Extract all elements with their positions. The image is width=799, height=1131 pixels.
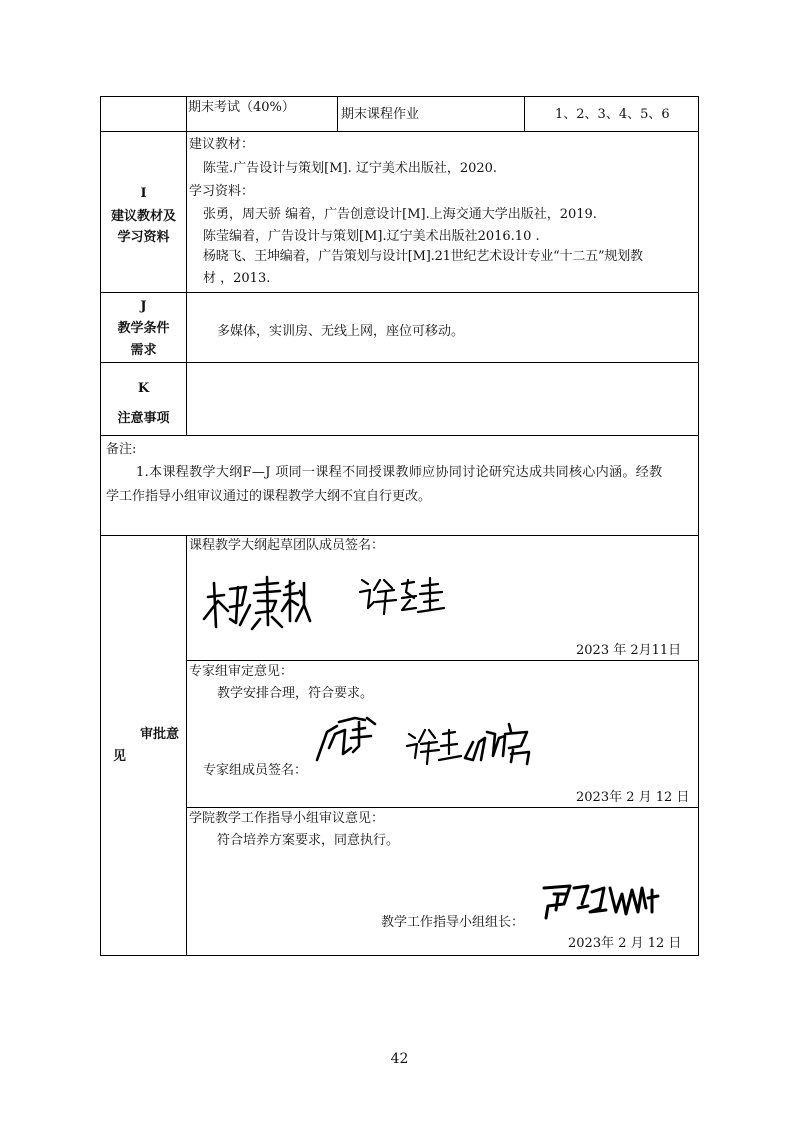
rule [698, 96, 699, 956]
section-i-title: 建议教材及 [110, 209, 176, 224]
section-k-title: 注意事项 [117, 411, 170, 426]
material-item: 陈莹编着，广告设计与策划[M].辽宁美术出版社2016.10 . [203, 229, 540, 244]
approval-label: 审批意 [140, 727, 180, 742]
textbook-heading: 建议教材： [189, 137, 255, 152]
expert-heading: 专家组审定意见： [189, 664, 294, 679]
material-item: 材 ，2013. [203, 271, 271, 286]
drafting-heading: 课程教学大纲起草团队成员签名： [189, 538, 385, 553]
expert-sign-label: 专家组成员签名： [203, 763, 308, 778]
rule [100, 131, 699, 132]
section-j-title: 教学条件 [117, 321, 170, 336]
college-heading: 学院教学工作指导小组审议意见： [189, 811, 385, 826]
rule [186, 96, 187, 436]
rule [100, 362, 699, 363]
rule [186, 807, 699, 808]
rule [524, 96, 525, 132]
section-k-letter: K [137, 381, 150, 396]
drafting-signature-1 [200, 575, 310, 635]
college-opinion: 符合培养方案要求，同意执行。 [217, 833, 400, 848]
college-signature [540, 882, 665, 922]
rule [100, 955, 699, 956]
rule [100, 535, 699, 536]
rule [337, 96, 338, 132]
exam-method: 期末考试（40%） [188, 100, 295, 115]
college-sign-label: 教学工作指导小组组长： [381, 915, 525, 930]
expert-date: 2023年 2 月 12 日 [576, 790, 690, 805]
section-j-letter: J [140, 299, 147, 314]
rule [186, 535, 187, 956]
expert-signatures [315, 712, 545, 770]
rule [100, 292, 699, 293]
expert-opinion: 教学安排合理，符合要求。 [217, 686, 374, 701]
approval-label: 见 [113, 749, 127, 764]
rule [186, 660, 699, 661]
rule [100, 435, 699, 436]
textbook-item: 陈莹.广告设计与策划[M]. 辽宁美术出版社，2020. [203, 161, 498, 176]
exam-content: 期末课程作业 [341, 107, 420, 122]
section-j-content: 多媒体，实训房、无线上网，座位可移动。 [217, 324, 465, 339]
material-item: 杨晓飞、王坤编着，广告策划与设计[M].21世纪艺术设计专业“十二五”规划教 [203, 249, 643, 264]
drafting-signature-2 [358, 576, 448, 618]
notes-line: 1.本课程教学大纲F—J 项同一课程不同授课教师应协同讨论研究达成共同核心内涵。经教 [136, 465, 663, 480]
material-item: 张勇，周天骄 编着，广告创意设计[M].上海交通大学出版社，2019. [203, 207, 597, 222]
section-i-title: 学习资料 [117, 230, 170, 245]
drafting-date: 2023 年 2月11日 [576, 643, 682, 658]
materials-heading: 学习资料： [189, 184, 255, 199]
rule [100, 96, 699, 97]
notes-line: 学工作指导小组审议通过的课程教学大纲不宜自行更改。 [106, 489, 432, 504]
section-j-title: 需求 [130, 343, 157, 358]
exam-objectives: 1、2、3、4、5、6 [555, 107, 670, 122]
notes-heading: 备注: [106, 442, 137, 457]
section-i-letter: I [140, 186, 147, 201]
page-number: 42 [390, 1051, 409, 1067]
college-date: 2023年 2 月 12 日 [568, 936, 682, 951]
